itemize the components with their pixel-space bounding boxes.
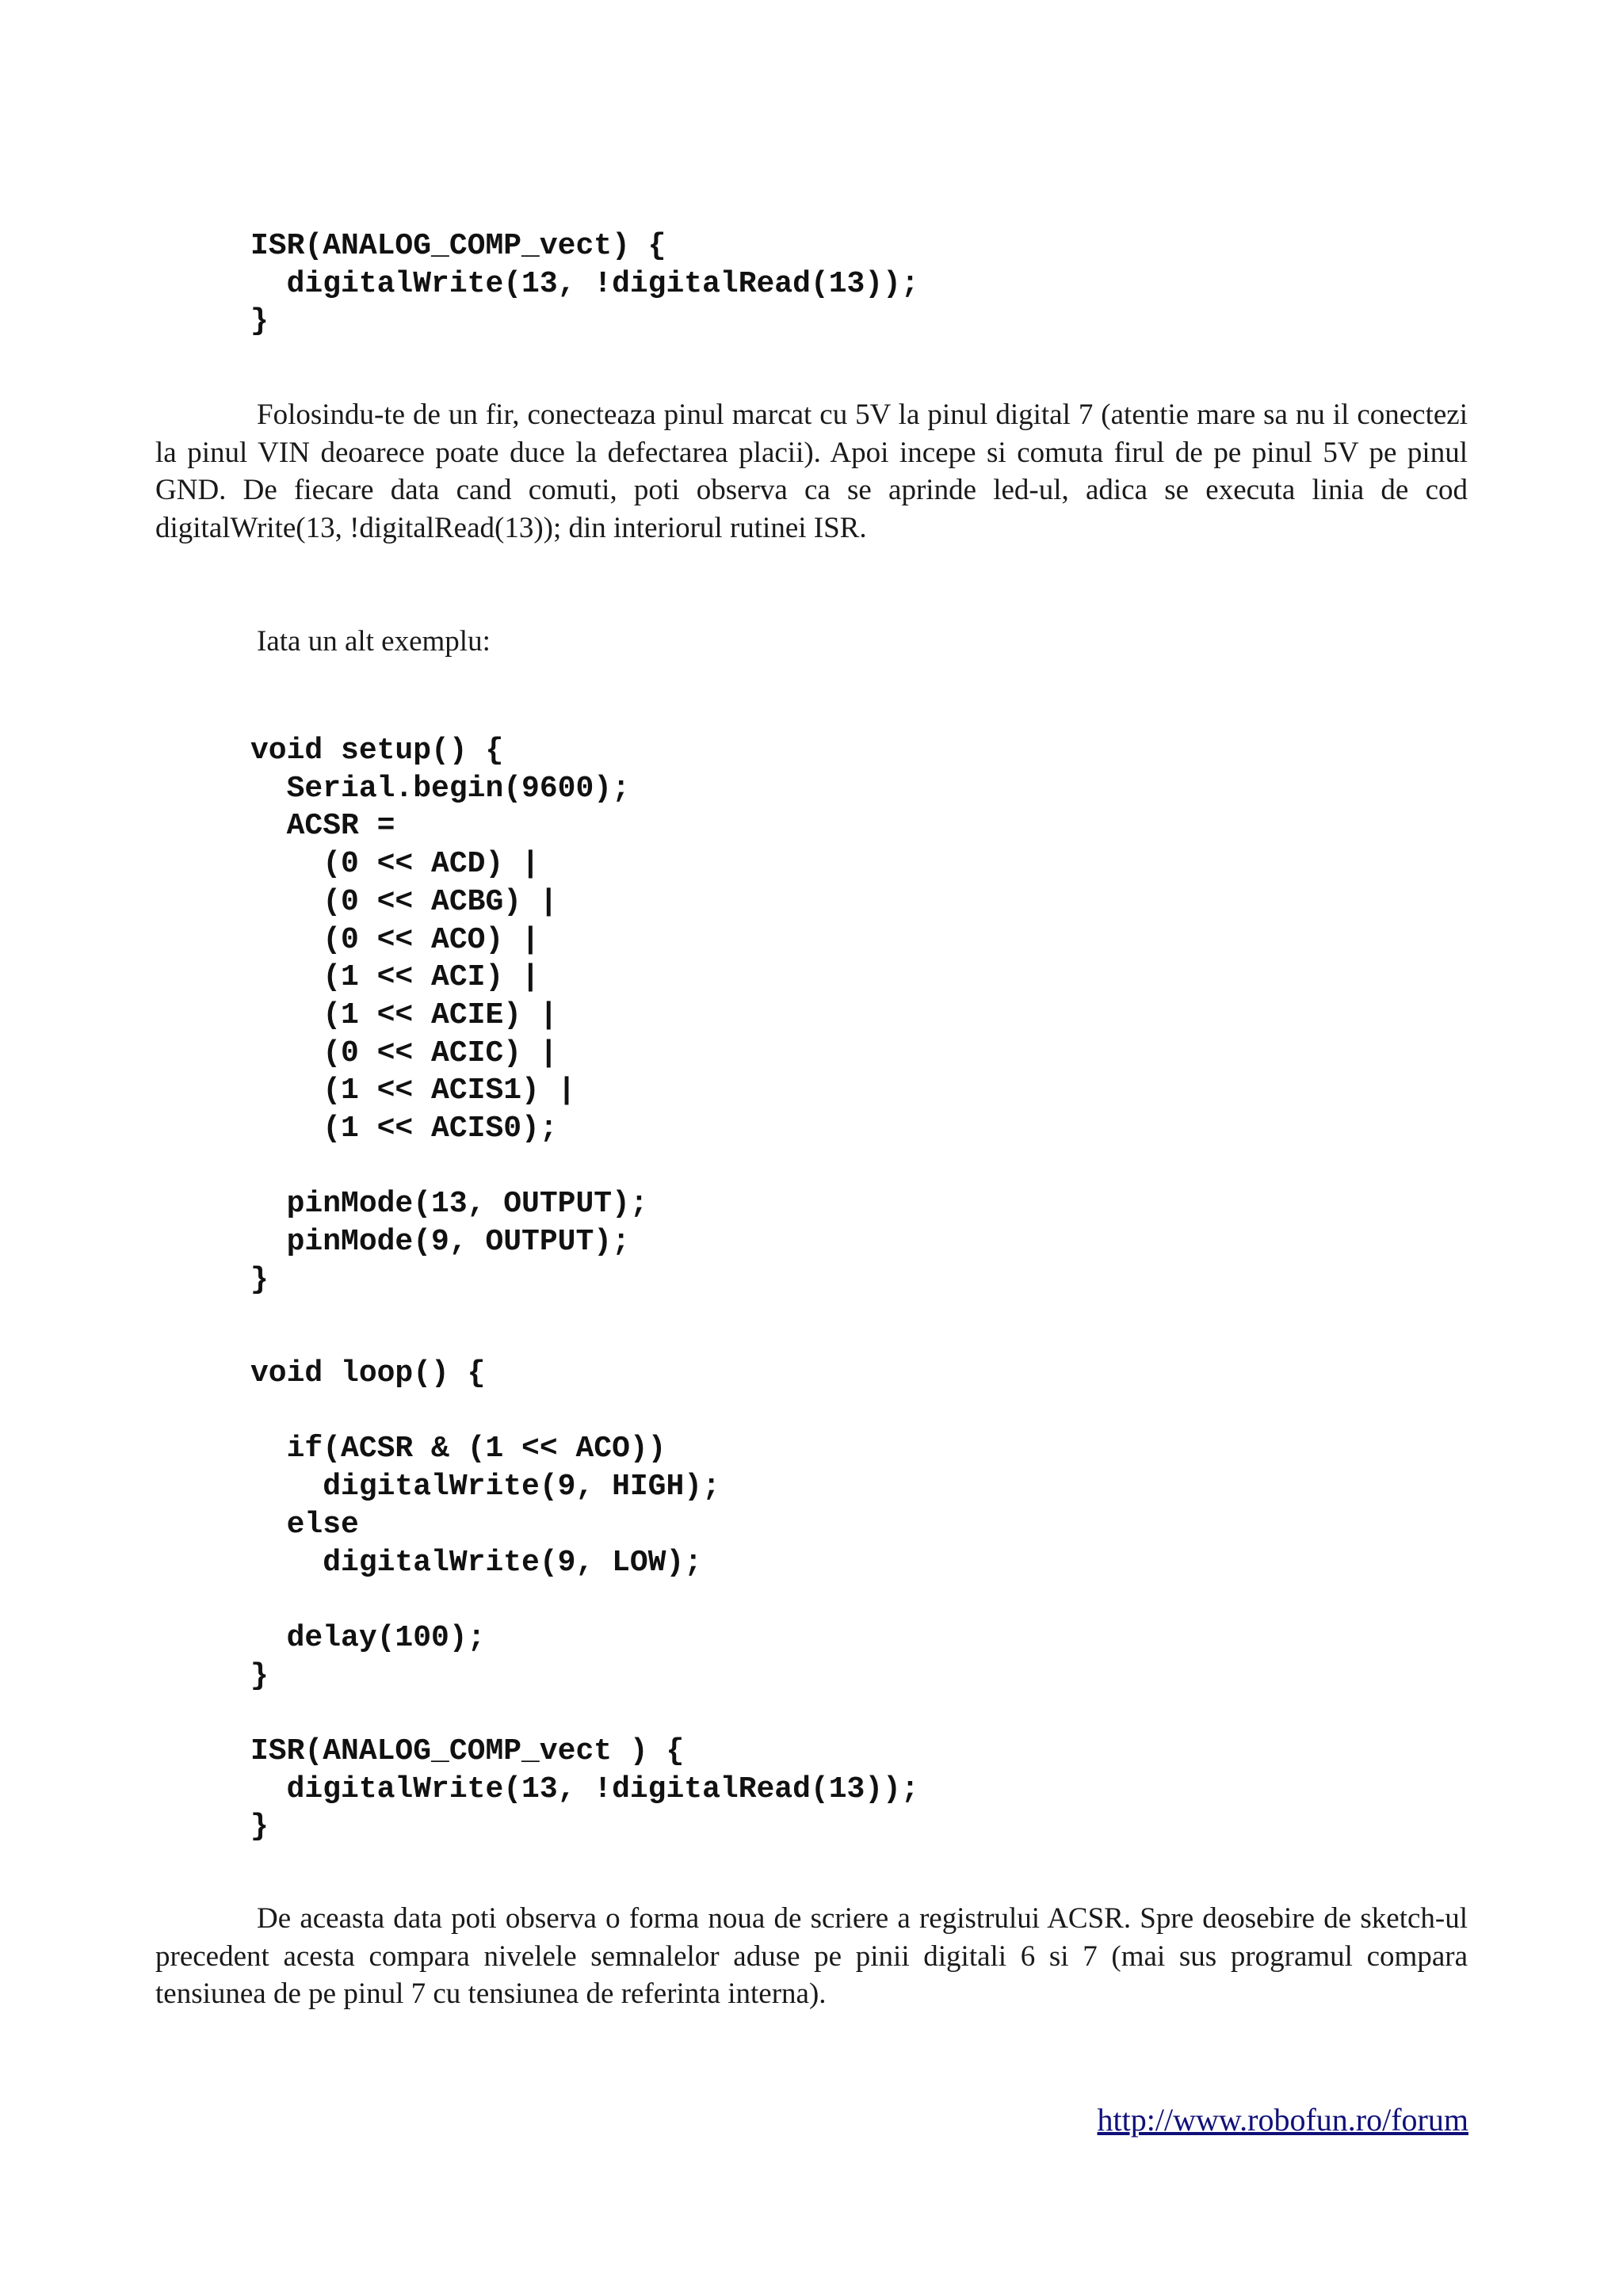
code-block-setup: void setup() { Serial.begin(9600); ACSR = (0 << ACD) | (0 << ACBG) | (0 << ACO) | (1 << ACI) | (1 << ACIE) | (0 << ACIC) | (1 << ACIS1) | (1 << ACIS0); pinMode(13, OUTPUT); pinMode(9, OUTPUT); } xyxy=(250,734,648,1297)
paragraph-wire-instructions: Folosindu-te de un fir, conecteaza pinul marcat cu 5V la pinul digital 7 (atentie mare sa nu il conectezi la pinul VIN deoarece poate duce la defectarea placii). Apoi incepe si comuta firul de pe pinul 5V pe pinul GND. De fiecare data cand comuti, poti observa ca se aprinde led-ul, adica se executa linia de cod digitalWrite(13, !digitalRead(13)); din interiorul rutinei ISR. xyxy=(155,399,1468,544)
code-block-loop-isr: void loop() { if(ACSR & (1 << ACO)) digitalWrite(9, HIGH); else digitalWrite(9, LOW); delay(100); } ISR(ANALOG_COMP_vect ) { digitalWrite(13, !digitalRead(13)); } xyxy=(250,1356,919,1844)
footer-forum-link[interactable]: http://www.robofun.ro/forum xyxy=(1097,2102,1468,2138)
code-block-isr: ISR(ANALOG_COMP_vect) { digitalWrite(13, !digitalRead(13)); } xyxy=(250,229,919,339)
paragraph-acsr-explanation: De aceasta data poti observa o forma noua de scriere a registrului ACSR. Spre deosebire de sketch-ul precedent acesta compara nivelele semnalelor aduse pe pinii digitali 6 si 7 (mai sus programul compara tensiunea de pe pinul 7 cu tensiunea de referinta interna). xyxy=(155,1902,1468,2010)
paragraph-another-example: Iata un alt exemplu: xyxy=(257,625,491,658)
